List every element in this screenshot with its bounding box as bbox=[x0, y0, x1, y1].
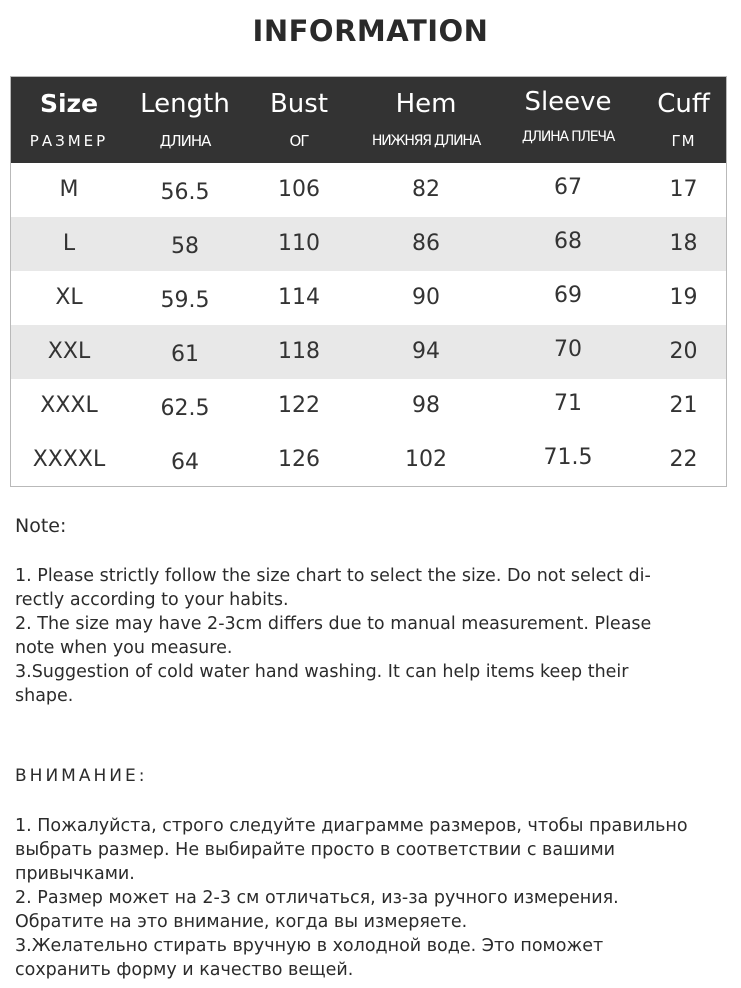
note-russian bbox=[15, 764, 715, 982]
cell-size: XL bbox=[55, 285, 83, 310]
note-line: 2. Размер может на 2-3 см отличаться, из-за ручного измерения. bbox=[15, 888, 619, 908]
cell-cuff: 22 bbox=[669, 447, 698, 472]
header-cuff-sublabel: ГМ bbox=[671, 132, 696, 150]
table-row bbox=[11, 379, 726, 433]
table-row bbox=[11, 163, 726, 217]
note-line: rectly according to your habits. bbox=[15, 590, 289, 610]
header-size-label: Size bbox=[39, 89, 99, 118]
header-hem bbox=[355, 77, 497, 163]
cell-sleeve: 68 bbox=[554, 229, 582, 254]
cell-cuff: 19 bbox=[669, 285, 698, 310]
cell-sleeve: 69 bbox=[554, 283, 582, 308]
note-line: shape. bbox=[15, 686, 74, 706]
cell-hem: 102 bbox=[405, 447, 447, 472]
cell-size: M bbox=[59, 177, 79, 202]
cell-bust: 114 bbox=[278, 285, 320, 310]
cell-sleeve: 71.5 bbox=[543, 445, 593, 470]
table-row bbox=[11, 217, 726, 271]
note-line: привычками. bbox=[15, 864, 135, 884]
table-row bbox=[11, 271, 726, 325]
note-english bbox=[15, 514, 715, 708]
cell-cuff: 20 bbox=[669, 339, 698, 364]
header-cuff-label: Cuff bbox=[657, 89, 710, 119]
page-title: INFORMATION bbox=[252, 14, 489, 48]
note-heading-ru: ВНИМАНИЕ: bbox=[15, 766, 148, 786]
cell-cuff: 21 bbox=[669, 393, 698, 418]
note-line: Обратите на это внимание, когда вы измеряете. bbox=[15, 912, 468, 932]
cell-hem: 94 bbox=[412, 339, 440, 364]
cell-hem: 86 bbox=[412, 231, 440, 256]
header-length-label: Length bbox=[140, 89, 230, 119]
table-row bbox=[11, 325, 726, 379]
cell-bust: 122 bbox=[278, 393, 320, 418]
header-sleeve-label: Sleeve bbox=[524, 87, 612, 117]
header-hem-label: Hem bbox=[395, 89, 457, 119]
cell-length: 61 bbox=[171, 342, 199, 367]
cell-size: XXXXL bbox=[32, 447, 106, 472]
header-sleeve bbox=[497, 77, 639, 163]
cell-sleeve: 71 bbox=[554, 391, 582, 416]
cell-size: L bbox=[62, 231, 76, 256]
header-size bbox=[11, 77, 127, 163]
cell-length: 62.5 bbox=[160, 396, 210, 421]
header-sleeve-sublabel: ДЛИНА ПЛЕЧА bbox=[521, 129, 615, 145]
note-heading: Note: bbox=[15, 515, 67, 537]
note-line: 1. Пожалуйста, строго следуйте диаграмме размеров, чтобы правильно bbox=[15, 816, 688, 836]
cell-size: XXL bbox=[47, 339, 91, 364]
note-line: 2. The size may have 2-3cm differs due to manual measurement. Please bbox=[15, 614, 652, 634]
size-chart-table bbox=[10, 76, 727, 487]
cell-hem: 82 bbox=[412, 177, 440, 202]
header-bust-label: Bust bbox=[269, 89, 329, 119]
cell-length: 64 bbox=[171, 450, 199, 475]
header-bust-sublabel: ОГ bbox=[289, 132, 309, 150]
header-length-sublabel: ДЛИНА bbox=[159, 132, 211, 150]
cell-cuff: 18 bbox=[669, 231, 698, 256]
note-line: 3.Suggestion of cold water hand washing. It can help items keep their bbox=[15, 662, 629, 682]
table-header-row bbox=[11, 77, 726, 163]
header-hem-sublabel: НИЖНЯЯ ДЛИНА bbox=[371, 133, 481, 149]
note-line: 1. Please strictly follow the size chart to select the size. Do not select di- bbox=[15, 566, 651, 586]
cell-sleeve: 67 bbox=[554, 175, 582, 200]
cell-hem: 98 bbox=[412, 393, 440, 418]
note-line: выбрать размер. Не выбирайте просто в соответствии с вашими bbox=[15, 840, 616, 860]
cell-hem: 90 bbox=[412, 285, 440, 310]
cell-sleeve: 70 bbox=[554, 337, 582, 362]
cell-bust: 110 bbox=[278, 231, 320, 256]
note-line: сохранить форму и качество вещей. bbox=[15, 960, 354, 980]
cell-bust: 126 bbox=[278, 447, 320, 472]
header-cuff bbox=[639, 77, 728, 163]
header-bust bbox=[243, 77, 355, 163]
table-row bbox=[11, 433, 726, 487]
cell-length: 59.5 bbox=[160, 288, 210, 313]
header-size-sublabel: РАЗМЕР bbox=[29, 132, 109, 150]
cell-length: 58 bbox=[171, 234, 199, 259]
header-length bbox=[127, 77, 243, 163]
cell-size: XXXL bbox=[40, 393, 98, 418]
cell-cuff: 17 bbox=[669, 177, 698, 202]
cell-bust: 106 bbox=[278, 177, 320, 202]
note-line: 3.Желательно стирать вручную в холодной воде. Это поможет bbox=[15, 936, 604, 956]
note-line: note when you measure. bbox=[15, 638, 233, 658]
cell-length: 56.5 bbox=[160, 180, 210, 205]
cell-bust: 118 bbox=[278, 339, 320, 364]
